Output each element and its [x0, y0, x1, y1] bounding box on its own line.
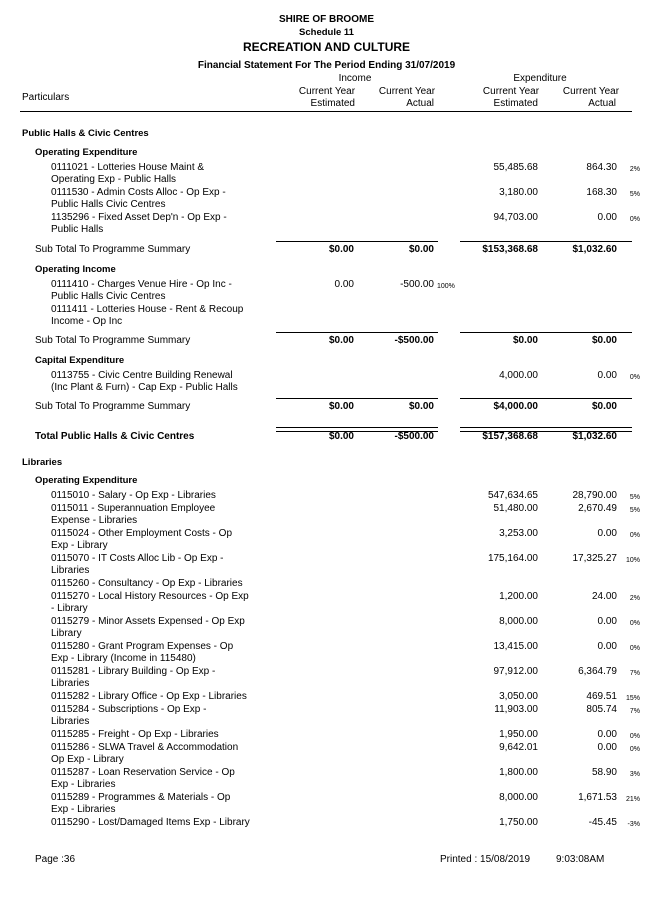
- line-item-desc-cont: (Inc Plant & Furn) - Cap Exp - Public Halls: [51, 382, 238, 393]
- line-item-desc: 0111410 - Charges Venue Hire - Op Inc -: [51, 279, 232, 290]
- expenditure-estimated: 94,703.00: [493, 212, 538, 223]
- expenditure-actual: 0.00: [597, 212, 617, 223]
- header-rule: [20, 111, 632, 112]
- line-item-desc-cont: Expense - Libraries: [51, 515, 138, 526]
- subtotal-expenditure-actual: $0.00: [591, 401, 617, 412]
- line-item-desc-cont: Library: [51, 628, 82, 639]
- income-est-header-l2: Estimated: [310, 98, 355, 109]
- line-item-desc: 0115285 - Freight - Op Exp - Libraries: [51, 729, 219, 740]
- expenditure-percent: 2%: [629, 595, 640, 602]
- expenditure-percent: 15%: [625, 695, 640, 702]
- income-est-header-l1: Current Year: [298, 86, 356, 97]
- expenditure-actual: 168.30: [586, 187, 617, 198]
- subtotal-income-actual: $0.00: [408, 401, 434, 412]
- subtotal-income-estimated: $0.00: [328, 244, 354, 255]
- expenditure-estimated: 9,642.01: [499, 742, 538, 753]
- org-name: SHIRE OF BROOME: [278, 14, 374, 25]
- expenditure-percent: -3%: [627, 821, 640, 828]
- expenditure-percent: 0%: [629, 216, 640, 223]
- expenditure-estimated: 3,253.00: [499, 528, 538, 539]
- expenditure-estimated: 1,750.00: [499, 817, 538, 828]
- line-item-desc-cont: Exp - Libraries: [51, 804, 116, 815]
- subtotal-income-estimated: $0.00: [328, 335, 354, 346]
- exp-est-header-l1: Current Year: [482, 86, 540, 97]
- line-item-desc: 1135296 - Fixed Asset Dep'n - Op Exp -: [51, 212, 227, 223]
- expenditure-percent: 0%: [629, 620, 640, 627]
- expenditure-actual: 24.00: [591, 591, 617, 602]
- line-item-desc-cont: Public Halls: [51, 224, 104, 235]
- income-percent: 100%: [437, 283, 455, 290]
- income-act-header-l1: Current Year: [378, 86, 436, 97]
- line-item-desc-cont: - Library: [51, 603, 88, 614]
- expenditure-actual: 1,671.53: [578, 792, 617, 803]
- expenditure-estimated: 8,000.00: [499, 616, 538, 627]
- expenditure-percent: 0%: [629, 733, 640, 740]
- line-item-desc-cont: Exp - Libraries: [51, 779, 116, 790]
- expenditure-percent: 5%: [629, 494, 640, 501]
- expenditure-estimated: 55,485.68: [493, 162, 538, 173]
- expenditure-estimated: 3,180.00: [499, 187, 538, 198]
- subtotal-label: Sub Total To Programme Summary: [35, 244, 191, 255]
- group-operating-income: Operating Income: [35, 264, 116, 275]
- line-item-desc-cont: Public Halls Civic Centres: [51, 199, 166, 210]
- income-actual: -500.00: [400, 279, 434, 290]
- printed-time: 9:03:08AM: [556, 854, 605, 865]
- expenditure-actual: 0.00: [597, 641, 617, 652]
- section-libraries: Libraries: [22, 457, 63, 468]
- expenditure-header: Expenditure: [513, 73, 567, 84]
- expenditure-actual: 0.00: [597, 742, 617, 753]
- expenditure-actual: 0.00: [597, 528, 617, 539]
- expenditure-actual: 6,364.79: [578, 666, 617, 677]
- line-item-desc-cont: Operating Exp - Public Halls: [51, 174, 177, 185]
- line-item-desc: 0115281 - Library Building - Op Exp -: [51, 666, 216, 677]
- schedule-number: Schedule 11: [299, 27, 354, 38]
- subtotal-expenditure-actual: $0.00: [591, 335, 617, 346]
- expenditure-estimated: 4,000.00: [499, 370, 538, 381]
- expenditure-estimated: 97,912.00: [493, 666, 538, 677]
- expenditure-percent: 5%: [629, 507, 640, 514]
- income-act-header-l2: Actual: [406, 98, 434, 109]
- income-header: Income: [338, 73, 372, 84]
- subtotal-income-actual: $0.00: [408, 244, 434, 255]
- line-item-desc: 0115260 - Consultancy - Op Exp - Libraries: [51, 578, 243, 589]
- expenditure-percent: 5%: [629, 191, 640, 198]
- expenditure-actual: 805.74: [586, 704, 617, 715]
- expenditure-estimated: 13,415.00: [493, 641, 538, 652]
- line-item-desc: 0115282 - Library Office - Op Exp - Libraries: [51, 691, 247, 702]
- expenditure-percent: 0%: [629, 746, 640, 753]
- expenditure-estimated: 547,634.65: [487, 490, 538, 501]
- line-item-desc-cont: Libraries: [51, 678, 90, 689]
- expenditure-estimated: 11,903.00: [494, 704, 538, 715]
- expenditure-actual: 469.51: [586, 691, 617, 702]
- expenditure-percent: 21%: [625, 796, 640, 803]
- expenditure-percent: 0%: [629, 374, 640, 381]
- subtotal-expenditure-estimated: $0.00: [512, 335, 538, 346]
- page-number: Page :36: [35, 854, 76, 865]
- expenditure-percent: 2%: [629, 166, 640, 173]
- exp-act-header-l2: Actual: [588, 98, 616, 109]
- subtotal-income-estimated: $0.00: [328, 401, 354, 412]
- line-item-desc-cont: Libraries: [51, 716, 90, 727]
- report-subtitle: Financial Statement For The Period Ending 31/07/2019: [197, 60, 456, 71]
- line-item-desc: 0115024 - Other Employment Costs - Op: [51, 528, 233, 539]
- line-item-desc: 0111530 - Admin Costs Alloc - Op Exp -: [51, 187, 226, 198]
- expenditure-actual: 0.00: [597, 370, 617, 381]
- subtotal-income-actual: -$500.00: [394, 335, 434, 346]
- expenditure-percent: 10%: [625, 557, 640, 564]
- subtotal-expenditure-actual: $1,032.60: [572, 244, 617, 255]
- exp-act-header-l1: Current Year: [562, 86, 620, 97]
- line-item-desc: 0111021 - Lotteries House Maint &: [51, 162, 205, 173]
- group-capital-expenditure: Capital Expenditure: [35, 355, 125, 366]
- line-item-desc-cont: Public Halls Civic Centres: [51, 291, 166, 302]
- subtotal-expenditure-estimated: $153,368.68: [482, 244, 538, 255]
- total-label: Total Public Halls & Civic Centres: [35, 431, 195, 442]
- section-public-halls: Public Halls & Civic Centres: [22, 128, 149, 139]
- expenditure-estimated: 175,164.00: [487, 553, 538, 564]
- line-item-desc-cont: Libraries: [51, 565, 90, 576]
- expenditure-estimated: 3,050.00: [499, 691, 538, 702]
- page-title: RECREATION AND CULTURE: [242, 40, 411, 54]
- line-item-desc-cont: Income - Op Inc: [51, 316, 123, 327]
- subtotal-expenditure-estimated: $4,000.00: [493, 401, 538, 412]
- total-expenditure-estimated: $157,368.68: [482, 431, 538, 442]
- expenditure-estimated: 51,480.00: [493, 503, 538, 514]
- subtotal-label: Sub Total To Programme Summary: [35, 335, 191, 346]
- expenditure-estimated: 1,950.00: [499, 729, 538, 740]
- line-item-desc: 0111411 - Lotteries House - Rent & Recoup: [51, 304, 244, 315]
- expenditure-actual: 28,790.00: [572, 490, 617, 501]
- expenditure-percent: 0%: [629, 645, 640, 652]
- line-item-desc: 0115289 - Programmes & Materials - Op: [51, 792, 231, 803]
- line-item-desc-cont: Exp - Library (Income in 115480): [51, 653, 196, 664]
- expenditure-actual: -45.45: [588, 817, 617, 828]
- line-item-desc: 0115287 - Loan Reservation Service - Op: [51, 767, 235, 778]
- expenditure-estimated: 8,000.00: [499, 792, 538, 803]
- line-item-desc: 0115280 - Grant Program Expenses - Op: [51, 641, 234, 652]
- line-item-desc: 0115011 - Superannuation Employee: [51, 503, 216, 514]
- line-item-desc-cont: Op Exp - Library: [51, 754, 124, 765]
- line-item-desc: 0115286 - SLWA Travel & Accommodation: [51, 742, 239, 753]
- total-expenditure-actual: $1,032.60: [572, 431, 617, 442]
- printed-date: Printed : 15/08/2019: [440, 854, 531, 865]
- expenditure-percent: 0%: [629, 532, 640, 539]
- line-item-desc: 0115284 - Subscriptions - Op Exp -: [51, 704, 207, 715]
- line-item-desc: 0115010 - Salary - Op Exp - Libraries: [51, 490, 216, 501]
- total-income-actual: -$500.00: [394, 431, 434, 442]
- line-item-desc-cont: Exp - Library: [51, 540, 108, 551]
- expenditure-percent: 7%: [629, 670, 640, 677]
- expenditure-actual: 2,670.49: [578, 503, 617, 514]
- line-item-desc: 0115070 - IT Costs Alloc Lib - Op Exp -: [51, 553, 224, 564]
- expenditure-actual: 17,325.27: [572, 553, 617, 564]
- expenditure-actual: 864.30: [586, 162, 617, 173]
- group-operating-expenditure: Operating Expenditure: [35, 147, 138, 158]
- expenditure-estimated: 1,800.00: [499, 767, 538, 778]
- group-lib-operating-expenditure: Operating Expenditure: [35, 475, 138, 486]
- expenditure-actual: 0.00: [597, 729, 617, 740]
- expenditure-actual: 0.00: [597, 616, 617, 627]
- expenditure-percent: 3%: [629, 771, 640, 778]
- line-item-desc: 0115290 - Lost/Damaged Items Exp - Library: [51, 817, 250, 828]
- expenditure-actual: 58.90: [591, 767, 617, 778]
- line-item-desc: 0115270 - Local History Resources - Op Exp: [51, 591, 249, 602]
- line-item-desc: 0113755 - Civic Centre Building Renewal: [51, 370, 233, 381]
- exp-est-header-l2: Estimated: [493, 98, 538, 109]
- expenditure-estimated: 1,200.00: [499, 591, 538, 602]
- subtotal-label: Sub Total To Programme Summary: [35, 401, 191, 412]
- line-item-desc: 0115279 - Minor Assets Expensed - Op Exp: [51, 616, 245, 627]
- income-estimated: 0.00: [334, 279, 354, 290]
- expenditure-percent: 7%: [629, 708, 640, 715]
- total-income-estimated: $0.00: [328, 431, 354, 442]
- particulars-header: Particulars: [22, 92, 70, 103]
